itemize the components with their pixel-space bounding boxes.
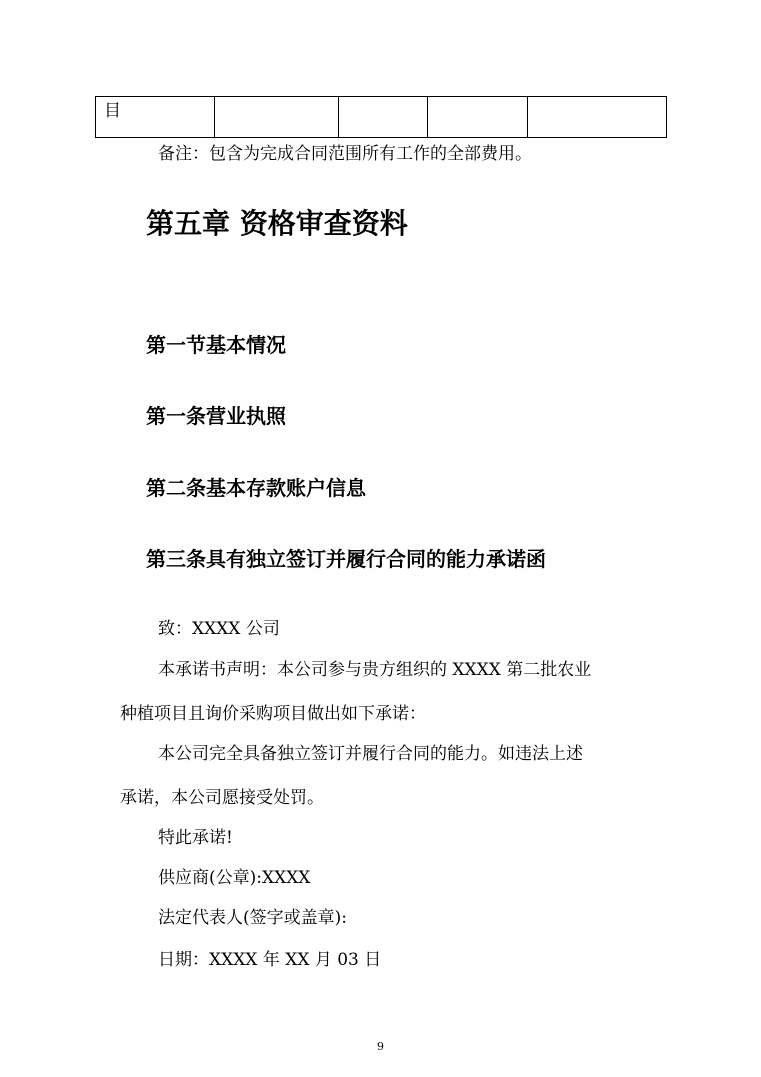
section-heading: 第一节基本情况	[146, 333, 286, 357]
letter-declaration-line-1: 本承诺书声明：本公司参与贵方组织的 XXXX 第二批农业	[158, 660, 592, 680]
table-row	[96, 97, 667, 138]
table-cell: 目	[96, 97, 215, 138]
remark-note: 备注：包含为完成合同范围所有工作的全部费用。	[158, 144, 532, 164]
table-cell	[215, 97, 339, 138]
letter-commitment-line-1: 本公司完全具备独立签订并履行合同的能力。如违法上述	[158, 744, 583, 764]
article-heading-bank-account: 第二条基本存款账户信息	[146, 476, 366, 500]
table-cell	[528, 97, 667, 138]
table-cell	[339, 97, 428, 138]
chapter-title: 第五章 资格审查资料	[146, 207, 408, 240]
table-cell	[428, 97, 528, 138]
letter-closing: 特此承诺!	[158, 828, 233, 848]
letter-supplier: 供应商(公章):XXXX	[158, 868, 311, 888]
letter-declaration-line-2: 种植项目且询价采购项目做出如下承诺：	[120, 704, 426, 724]
article-heading-business-license: 第一条营业执照	[146, 404, 286, 428]
fee-table	[95, 96, 666, 138]
letter-date: 日期：XXXX 年 XX 月 03 日	[158, 950, 382, 970]
letter-legal-representative: 法定代表人(签字或盖章):	[158, 908, 347, 928]
page-number: 9	[377, 1040, 384, 1053]
article-heading-commitment-letter: 第三条具有独立签订并履行合同的能力承诺函	[146, 547, 546, 571]
letter-recipient: 致：XXXX 公司	[158, 619, 280, 639]
letter-commitment-line-2: 承诺，本公司愿接受处罚。	[120, 788, 324, 808]
